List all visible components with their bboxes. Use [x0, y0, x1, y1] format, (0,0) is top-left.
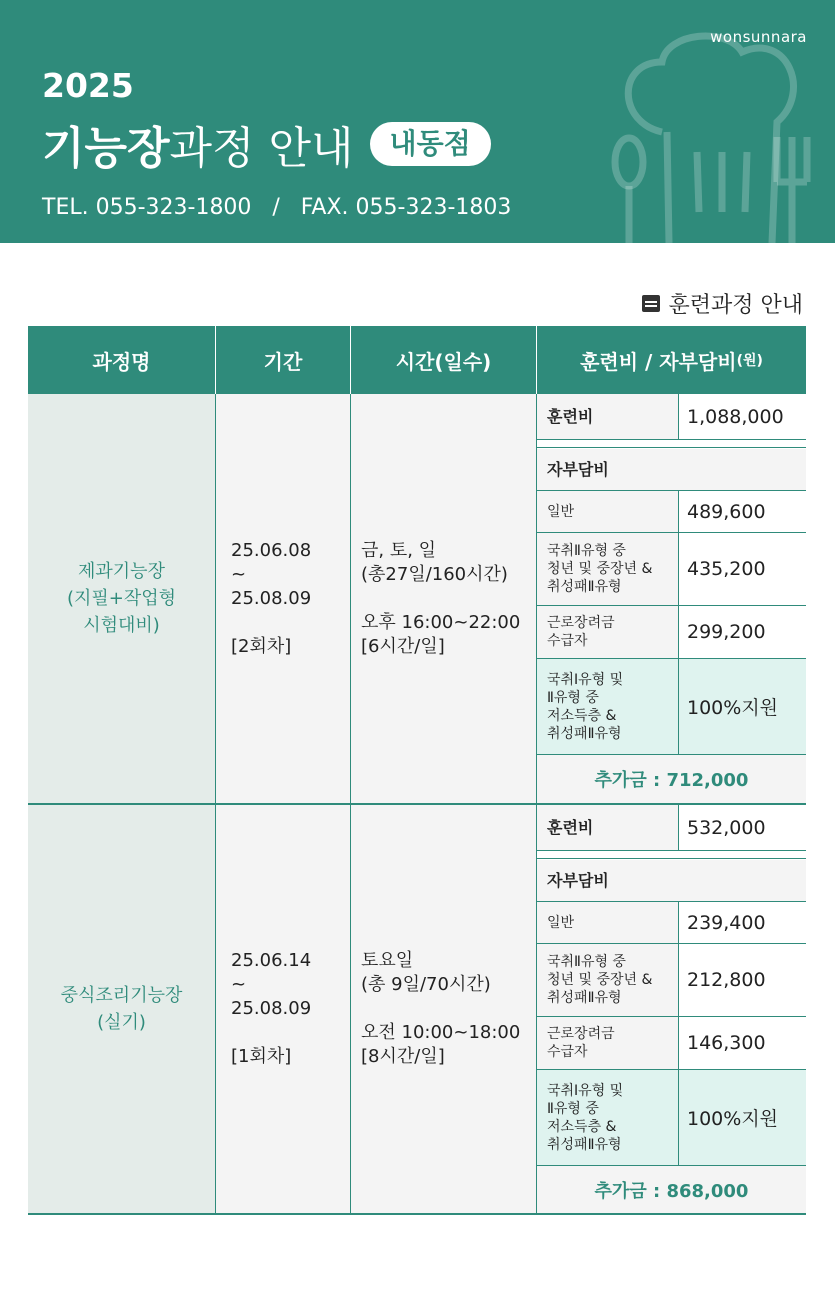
fee-row [537, 902, 806, 944]
header-time: 시간(일수) [351, 326, 537, 394]
fee-row [537, 491, 806, 533]
self-pay-header [537, 860, 806, 902]
fee-value: 146,300 [679, 1017, 806, 1069]
course-name-cell [28, 394, 216, 803]
fee-value: 489,600 [679, 491, 806, 532]
header-fee-label: 훈련비 / 자부담비 [580, 349, 737, 374]
course-row [28, 394, 806, 805]
course-name: 제과기능장 (지필+작업형 시험대비) [66, 561, 177, 636]
course-period: 25.06.08 ~ 25.08.09 [2회차] [231, 539, 312, 657]
section-label-text: 훈련과정 안내 [668, 293, 803, 318]
contact-info: TEL. 055-323-1800 / FAX. 055-323-1803 [42, 195, 512, 220]
section-label [642, 288, 803, 319]
table-header [28, 326, 806, 394]
extra-fee: 추가금 : 868,000 [537, 1166, 806, 1213]
fee-label: 일반 [537, 491, 679, 532]
fee-row [537, 606, 806, 659]
chef-hat-utensils-icon [607, 22, 817, 243]
fee-value: 100%지원 [687, 1108, 779, 1130]
fee-row [537, 533, 806, 606]
header-course-name: 과정명 [28, 326, 216, 394]
self-pay-header [537, 449, 806, 491]
fee-row [537, 1017, 806, 1070]
title-bold: 기능장 [42, 123, 170, 174]
course-row [28, 805, 806, 1215]
course-time: 금, 토, 일 (총27일/160시간) 오후 16:00~22:00 [6시간/일] [361, 539, 521, 657]
divider [537, 851, 806, 859]
course-period: 25.06.14 ~ 25.08.09 [1회차] [231, 950, 312, 1067]
calendar-icon [642, 295, 660, 312]
fee-label: 근로장려금 수급자 [537, 1017, 679, 1069]
header-fee-unit: (원) [736, 353, 763, 369]
fee-label: 국취Ⅰ유형 및 Ⅱ유형 중 저소득층 & 취성패Ⅱ유형 [537, 1070, 679, 1165]
title-light: 과정 안내 [169, 123, 354, 174]
training-fee-value: 1,088,000 [679, 394, 806, 439]
fee-label: 근로장려금 수급자 [537, 606, 679, 658]
fee-label: 일반 [537, 902, 679, 943]
year: 2025 [42, 66, 134, 105]
branch-badge: 내동점 [370, 122, 491, 166]
period-cell [216, 805, 351, 1213]
time-cell [351, 805, 537, 1213]
fee-value: 435,200 [679, 533, 806, 605]
header-fee [537, 326, 806, 394]
header-period: 기간 [216, 326, 351, 394]
fee-value: 212,800 [679, 944, 806, 1016]
fee-row [537, 944, 806, 1017]
self-pay-label: 자부담비 [547, 870, 609, 890]
course-name: 중식조리기능장 (실기) [60, 985, 183, 1033]
fee-value: 100%지원 [687, 697, 779, 719]
fee-row [537, 659, 806, 755]
training-fee-row [537, 805, 806, 851]
fee-row [537, 1070, 806, 1166]
fee-value: 299,200 [679, 606, 806, 658]
fee-label: 국취Ⅱ유형 중 청년 및 중장년 & 취성패Ⅱ유형 [537, 533, 679, 605]
divider [537, 440, 806, 448]
header-banner [0, 0, 835, 243]
fee-value: 239,400 [679, 902, 806, 943]
course-time: 토요일 (총 9일/70시간) 오전 10:00~18:00 [8시간/일] [361, 950, 521, 1067]
period-cell [216, 394, 351, 803]
training-fee-value: 532,000 [679, 805, 806, 850]
training-fee-label: 훈련비 [537, 394, 679, 439]
training-fee-row [537, 394, 806, 440]
time-cell [351, 394, 537, 803]
page-title [42, 112, 491, 176]
self-pay-label: 자부담비 [547, 459, 609, 479]
course-name-cell [28, 805, 216, 1213]
fee-label: 국취Ⅰ유형 및 Ⅱ유형 중 저소득층 & 취성패Ⅱ유형 [537, 659, 679, 754]
fee-label: 국취Ⅱ유형 중 청년 및 중장년 & 취성패Ⅱ유형 [537, 944, 679, 1016]
extra-fee: 추가금 : 712,000 [537, 755, 806, 803]
training-fee-label: 훈련비 [537, 805, 679, 850]
brand-name: wonsunnara [710, 28, 807, 46]
